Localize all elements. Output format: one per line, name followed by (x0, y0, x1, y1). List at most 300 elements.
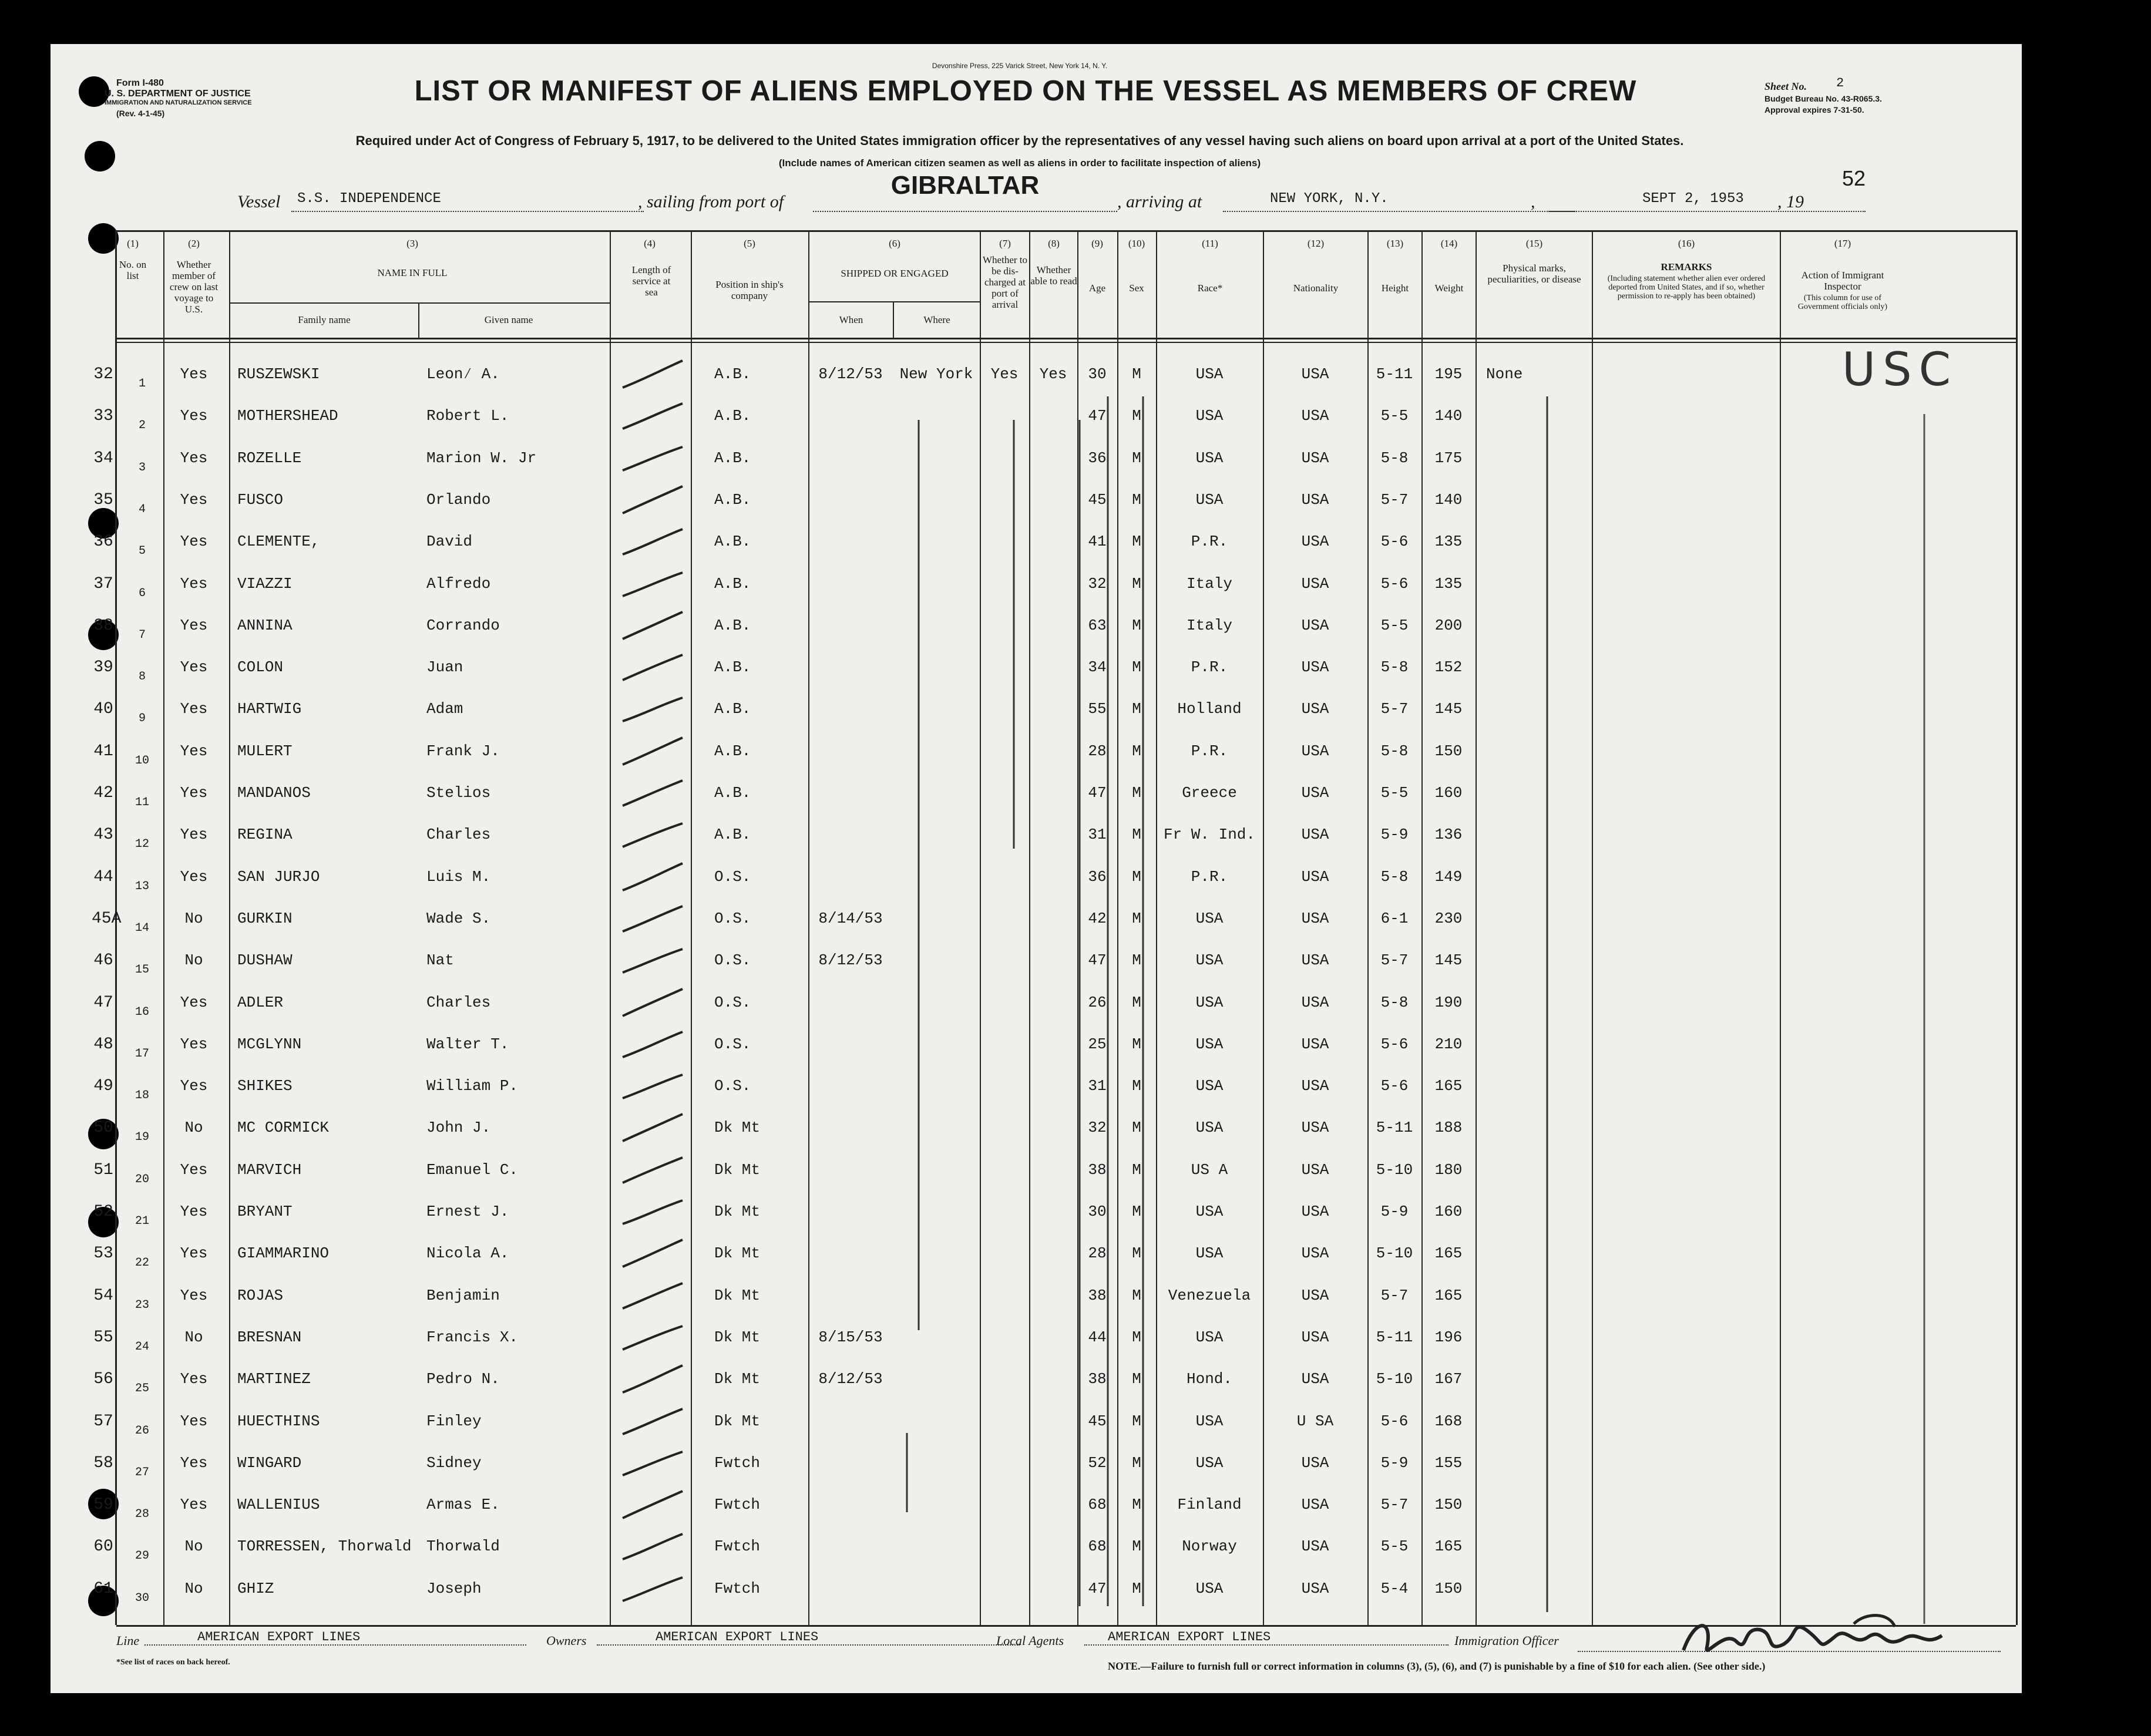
header-shipped-engaged: SHIPPED OR ENGAGED (841, 268, 949, 279)
position-cell: O.S. (714, 994, 751, 1011)
line-label: Line (116, 1633, 140, 1648)
height-cell: 5-8 (1380, 868, 1409, 886)
nationality-cell: USA (1301, 1077, 1329, 1095)
nationality-cell: USA (1301, 742, 1329, 760)
row-list-number: 7 (138, 628, 146, 642)
sex-cell: M (1132, 994, 1141, 1011)
given-name-cell: William P. (426, 1077, 519, 1095)
sex-cell: M (1132, 1161, 1141, 1179)
age-cell: 42 (1088, 910, 1107, 927)
given-name-cell: Luis M. (426, 868, 491, 886)
position-cell: Fwtch (714, 1496, 761, 1513)
given-name-cell: Juan (426, 658, 463, 676)
physical-cell: None (1486, 365, 1523, 383)
where-cell: New York (899, 365, 973, 383)
position-cell: A.B. (714, 700, 751, 718)
sex-cell: M (1132, 1328, 1141, 1346)
row-sequence: 35 (93, 491, 113, 509)
height-cell: 5-10 (1376, 1370, 1413, 1388)
row-list-number: 4 (138, 503, 146, 516)
when-cell: 8/12/53 (818, 951, 883, 969)
weight-cell: 155 (1434, 1454, 1463, 1472)
header-family-name: Family name (298, 314, 351, 325)
row-list-number: 19 (135, 1131, 149, 1144)
weight-cell: 168 (1434, 1412, 1463, 1430)
race-cell: USA (1195, 491, 1224, 509)
row-sequence: 59 (93, 1496, 113, 1514)
row-list-number: 24 (135, 1340, 149, 1354)
sex-cell: M (1132, 533, 1141, 550)
age-cell: 31 (1088, 826, 1107, 843)
height-cell: 5-8 (1380, 449, 1409, 467)
read-cell: Yes (1039, 365, 1067, 383)
height-cell: 5-8 (1380, 658, 1409, 676)
nationality-cell: USA (1301, 1244, 1329, 1262)
weight-cell: 200 (1434, 617, 1463, 634)
row-list-number: 17 (135, 1047, 149, 1061)
weight-cell: 136 (1434, 826, 1463, 843)
voyage-cell: Yes (180, 1412, 208, 1430)
row-sequence: 33 (93, 407, 113, 425)
owners-value: AMERICAN EXPORT LINES (597, 1630, 1020, 1646)
vessel-label: Vessel (237, 192, 281, 211)
position-cell: Dk Mt (714, 1119, 761, 1136)
race-cell: USA (1195, 1035, 1224, 1053)
row-list-number: 6 (138, 587, 146, 600)
ditto-marks (51, 44, 2022, 1693)
row-list-number: 20 (135, 1173, 149, 1186)
weight-cell: 135 (1434, 533, 1463, 550)
nationality-cell: USA (1301, 491, 1329, 509)
height-cell: 5-7 (1380, 700, 1409, 718)
page-stamp: 52 (1842, 166, 1866, 190)
voyage-cell: Yes (180, 1077, 208, 1095)
voyage-cell: Yes (180, 1287, 208, 1304)
nationality-cell: USA (1301, 1580, 1329, 1597)
race-cell: USA (1195, 1580, 1224, 1597)
sex-cell: M (1132, 658, 1141, 676)
weight-cell: 140 (1434, 407, 1463, 425)
inspector-mark: USC (1842, 344, 1958, 396)
row-sequence: 53 (93, 1244, 113, 1263)
position-cell: A.B. (714, 533, 751, 550)
age-cell: 68 (1088, 1496, 1107, 1513)
given-name-cell: Adam (426, 700, 463, 718)
header-physical-marks: Physical marks, peculiarities, or disease (1487, 263, 1581, 285)
manifest-sheet: Form I-480 U. S. DEPARTMENT OF JUSTICE IMMIGRATION AND NATURALIZATION SERVICE (Rev. 4-1-45) Devonshire Press, 225 Varick Street, New York 14, N. Y. LIST OR MANIFEST OF ALIENS EMPLOYED ON THE VESSEL AS MEMBERS OF CREW Required under Act of Congress of February 5, 1917, to be delivered to the United States immigration officer by the representatives of any vessel having such aliens on board upon arrival at a port of the United States. (Include names of American citizen seamen as well as aliens in order to facilitate inspection of aliens) Sheet No. 2 Budget Bureau No. 43-R065.3. Approval expires 7-31-50. 52 Vessel S.S. INDEPENDENCE , sailing from port of GIBRALTAR , arriving at NEW YORK, N.Y. , SEPT 2, 1953 , 19 (1) No. on list (2) Whether member of crew on last voyage to U.S. (3) NAME IN FULL Family name Given name (4) Length of service at sea (5) Position in ship's company (6) SHIPPED OR ENGAGED When Where (7) Whether to be dis-charged at port of arrival (8) Whether able to read (9) Age (10) Sex (11) Race* (12) Nationality (13) Height (14) Weight (15) Physical marks, peculiarities, or disease (16) REMARKS (Including statement whether alien ever ordered deported from United States, and if so, whether permission to re-apply has been obtained) (17) Action of Immigrant Inspector (This column for use of Government officials only) 32 1 Yes RUSZEWSKI Leon⁄ A. A.B. 8/12/53 New York Yes Yes 30 M USA USA 5-11 195 None 33 2 Yes MOTHERSHEAD Robert L. A.B. 47 M USA USA 5-5 140 34 3 Yes ROZELLE Marion W. Jr A.B. 36 M USA USA 5-8 175 35 4 Yes FUSCO Orlando A.B. 45 M USA USA 5-7 140 36 5 Yes CLEMENTE, David A.B. 41 M P.R. USA 5-6 135 37 6 Yes VIAZZI Alfredo A.B. 32 M Italy USA 5-6 135 38 7 Yes ANNINA Corrando A.B. 63 M Italy USA 5-5 200 39 8 Yes COLON Juan A.B. 34 M P.R. USA 5-8 152 40 9 Yes HARTWIG Adam A.B. 55 M Holland USA 5-7 145 41 10 Yes MULERT Frank J. A.B. 28 M P.R. USA 5-8 150 42 11 Yes MANDANOS Stelios A.B. 47 M Greece USA 5-5 160 43 12 Yes REGINA Charles A.B. 31 M Fr W. Ind. USA 5-9 136 44 13 Yes SAN JURJO Luis M. O.S. 36 M P.R. USA 5-8 149 45A 14 No GURKIN Wade S. O.S. 8/14/53 42 M USA USA 6-1 230 46 15 No DUSHAW Nat O.S. 8/12/53 47 M USA USA 5-7 145 47 16 Yes ADLER Charles O.S. 26 M USA USA 5-8 190 48 17 Yes MCGLYNN Walter T. O.S. 25 M USA USA 5-6 210 49 18 Yes SHIKES William P. O.S. 31 M USA USA 5-6 165 50 19 No MC CORMICK John J. Dk Mt 32 M USA USA 5-11 188 51 20 Yes MARVICH Emanuel C. Dk Mt 38 M US A USA 5-10 180 52 21 Yes BRYANT Ernest J. Dk Mt 30 M USA USA 5-9 160 53 22 Yes GIAMMARINO Nicola A. Dk Mt 28 M USA USA 5-10 165 54 23 Yes ROJAS Benjamin Dk Mt 38 M Venezuela USA 5-7 165 55 24 No BRESNAN Francis X. Dk Mt 8/15/53 44 M USA USA 5-11 196 56 25 Yes MARTINEZ Pedro N. Dk Mt 8/12/53 38 M Hond. USA 5-10 167 57 26 Yes HUECTHINS Finley Dk Mt 45 M USA U SA 5-6 168 58 27 Yes WINGARD Sidney Fwtch 52 M USA USA 5-9 155 59 28 Yes WALLENIUS Armas E. Fwtch 68 M Finland USA 5-7 150 60 29 No TORRESSEN, Thorwald Thorwald Fwtch 68 M Norway USA 5-5 165 61 30 No GHIZ Joseph Fwtch 47 M USA USA 5-4 150 USC Line AMERICAN EXPORT LINES Owners AMERICAN EXPORT LINES Local Agents AMERICAN EXPORT LINES Immigration Officer *See list of races on back hereof. NOTE.—Failure to furnish full or correct information in columns (3), (5), (6), and (7) is punishable by a fine of $10 for each alien. (See other side.) (51, 44, 2022, 1693)
given-name-cell: Thorwald (426, 1537, 500, 1555)
voyage-cell: No (184, 1119, 203, 1136)
age-cell: 38 (1088, 1161, 1107, 1179)
family-name-cell: GURKIN (237, 910, 293, 927)
header-action-note: (This column for use of Government officials only) (1797, 294, 1888, 311)
row-list-number: 18 (135, 1089, 149, 1102)
age-cell: 38 (1088, 1287, 1107, 1304)
nationality-cell: USA (1301, 1287, 1329, 1304)
race-cell: P.R. (1191, 658, 1228, 676)
height-cell: 5-9 (1380, 826, 1409, 843)
row-sequence: 45A (92, 910, 122, 928)
row-sequence: 51 (93, 1161, 113, 1179)
height-cell: 6-1 (1380, 910, 1409, 927)
sex-cell: M (1132, 1077, 1141, 1095)
row-list-number: 23 (135, 1298, 149, 1312)
given-name-cell: Benjamin (426, 1287, 500, 1304)
family-name-cell: ADLER (237, 994, 284, 1011)
position-cell: Dk Mt (714, 1412, 761, 1430)
race-cell: USA (1195, 1203, 1224, 1220)
header-given-name: Given name (484, 314, 533, 325)
given-name-cell: Sidney (426, 1454, 482, 1472)
row-sequence: 34 (93, 449, 113, 467)
family-name-cell: GHIZ (237, 1580, 274, 1597)
nationality-cell: USA (1301, 784, 1329, 802)
given-name-cell: John J. (426, 1119, 491, 1136)
row-list-number: 11 (135, 796, 149, 809)
header-no-on-list: No. on list (119, 259, 147, 281)
header-where: Where (923, 314, 950, 325)
row-sequence: 48 (93, 1035, 113, 1054)
height-cell: 5-5 (1380, 1537, 1409, 1555)
row-list-number: 16 (135, 1005, 149, 1019)
row-sequence: 44 (93, 868, 113, 886)
header-remarks-note: (Including statement whether alien ever ordered deported from United States, and if so, whether permission to re-apply has been obtained) (1607, 274, 1766, 301)
nationality-cell: USA (1301, 1370, 1329, 1388)
voyage-cell: Yes (180, 1161, 208, 1179)
position-cell: A.B. (714, 617, 751, 634)
position-cell: O.S. (714, 868, 751, 886)
row-list-number: 10 (135, 754, 149, 768)
nationality-cell: USA (1301, 910, 1329, 927)
row-sequence: 58 (93, 1454, 113, 1472)
family-name-cell: MC CORMICK (237, 1119, 330, 1136)
row-list-number: 22 (135, 1256, 149, 1270)
row-sequence: 39 (93, 658, 113, 677)
height-cell: 5-5 (1380, 617, 1409, 634)
weight-cell: 165 (1434, 1537, 1463, 1555)
height-cell: 5-6 (1380, 1035, 1409, 1053)
given-name-cell: Charles (426, 994, 491, 1011)
nationality-cell: USA (1301, 1328, 1329, 1346)
service: IMMIGRATION AND NATURALIZATION SERVICE (105, 99, 252, 106)
weight-cell: 140 (1434, 491, 1463, 509)
agents-label: Local Agents (996, 1633, 1064, 1648)
position-cell: Dk Mt (714, 1203, 761, 1220)
position-cell: A.B. (714, 658, 751, 676)
height-cell: 5-4 (1380, 1580, 1409, 1597)
age-cell: 47 (1088, 951, 1107, 969)
nationality-cell: USA (1301, 1537, 1329, 1555)
form-number: Form I-480 (116, 78, 164, 88)
given-name-cell: Marion W. Jr (426, 449, 537, 467)
age-cell: 45 (1088, 491, 1107, 509)
header-member-last-voyage: Whether member of crew on last voyage to U.S. (169, 259, 219, 315)
weight-cell: 230 (1434, 910, 1463, 927)
age-cell: 68 (1088, 1537, 1107, 1555)
position-cell: Fwtch (714, 1454, 761, 1472)
family-name-cell: MCGLYNN (237, 1035, 302, 1053)
height-cell: 5-6 (1380, 575, 1409, 593)
header-height: Height (1381, 282, 1409, 294)
sex-cell: M (1132, 1580, 1141, 1597)
row-list-number: 14 (135, 921, 149, 935)
printer-imprint: Devonshire Press, 225 Varick Street, New York 14, N. Y. (932, 62, 1108, 70)
weight-cell: 150 (1434, 1580, 1463, 1597)
position-cell: Dk Mt (714, 1287, 761, 1304)
sex-cell: M (1132, 365, 1141, 383)
row-sequence: 38 (93, 617, 113, 635)
position-cell: A.B. (714, 449, 751, 467)
age-cell: 47 (1088, 1580, 1107, 1597)
voyage-cell: Yes (180, 700, 208, 718)
family-name-cell: RUSZEWSKI (237, 365, 320, 383)
row-sequence: 42 (93, 784, 113, 802)
owners-label: Owners (546, 1633, 587, 1648)
family-name-cell: WINGARD (237, 1454, 302, 1472)
age-cell: 28 (1088, 1244, 1107, 1262)
year-label: , 19 (1777, 192, 1804, 211)
nationality-cell: USA (1301, 533, 1329, 550)
family-name-cell: ROZELLE (237, 449, 302, 467)
age-cell: 63 (1088, 617, 1107, 634)
weight-cell: 167 (1434, 1370, 1463, 1388)
header-remarks: REMARKS (1661, 261, 1712, 272)
voyage-cell: Yes (180, 868, 208, 886)
weight-cell: 190 (1434, 994, 1463, 1011)
given-name-cell: Armas E. (426, 1496, 500, 1513)
voyage-cell: No (184, 910, 203, 927)
sailing-label: , sailing from port of (638, 192, 784, 211)
agents-value: AMERICAN EXPORT LINES (1084, 1630, 1448, 1646)
sex-cell: M (1132, 617, 1141, 634)
family-name-cell: FUSCO (237, 491, 284, 509)
row-sequence: 50 (93, 1119, 113, 1137)
family-name-cell: SAN JURJO (237, 868, 320, 886)
race-cell: USA (1195, 910, 1224, 927)
sex-cell: M (1132, 1287, 1141, 1304)
row-list-number: 21 (135, 1214, 149, 1228)
race-cell: USA (1195, 1328, 1224, 1346)
weight-cell: 175 (1434, 449, 1463, 467)
row-sequence: 49 (93, 1077, 113, 1095)
age-cell: 26 (1088, 994, 1107, 1011)
race-cell: USA (1195, 1454, 1224, 1472)
sex-cell: M (1132, 742, 1141, 760)
weight-cell: 188 (1434, 1119, 1463, 1136)
nationality-cell: USA (1301, 1454, 1329, 1472)
header-length-of-service: Length of service at sea (631, 264, 671, 298)
race-cell: P.R. (1191, 742, 1228, 760)
row-sequence: 56 (93, 1370, 113, 1388)
arriving-label: , arriving at (1117, 192, 1202, 211)
row-sequence: 54 (93, 1287, 113, 1305)
nationality-cell: U SA (1296, 1412, 1334, 1430)
when-cell: 8/15/53 (818, 1328, 883, 1346)
given-name-cell: Emanuel C. (426, 1161, 519, 1179)
race-cell: Greece (1182, 784, 1237, 802)
weight-cell: 150 (1434, 1496, 1463, 1513)
family-name-cell: ANNINA (237, 617, 293, 634)
nationality-cell: USA (1301, 951, 1329, 969)
when-cell: 8/14/53 (818, 910, 883, 927)
age-cell: 36 (1088, 868, 1107, 886)
weight-cell: 152 (1434, 658, 1463, 676)
weight-cell: 160 (1434, 784, 1463, 802)
header-sex: Sex (1129, 282, 1144, 294)
family-name-cell: VIAZZI (237, 575, 293, 593)
weight-cell: 196 (1434, 1328, 1463, 1346)
voyage-cell: Yes (180, 1035, 208, 1053)
nationality-cell: USA (1301, 1035, 1329, 1053)
weight-cell: 145 (1434, 951, 1463, 969)
position-cell: Dk Mt (714, 1370, 761, 1388)
family-name-cell: MULERT (237, 742, 293, 760)
sex-cell: M (1132, 407, 1141, 425)
sex-cell: M (1132, 1119, 1141, 1136)
family-name-cell: WALLENIUS (237, 1496, 320, 1513)
header-weight: Weight (1434, 282, 1464, 294)
age-cell: 34 (1088, 658, 1107, 676)
row-list-number: 9 (138, 712, 146, 725)
race-cell: Holland (1177, 700, 1242, 718)
nationality-cell: USA (1301, 617, 1329, 634)
nationality-cell: USA (1301, 1119, 1329, 1136)
family-name-cell: CLEMENTE, (237, 533, 320, 550)
sex-cell: M (1132, 1412, 1141, 1430)
voyage-cell: Yes (180, 365, 208, 383)
voyage-cell: No (184, 1537, 203, 1555)
age-cell: 41 (1088, 533, 1107, 550)
race-cell: P.R. (1191, 868, 1228, 886)
revision: (Rev. 4-1-45) (116, 109, 165, 118)
sex-cell: M (1132, 575, 1141, 593)
age-cell: 32 (1088, 1119, 1107, 1136)
voyage-cell: Yes (180, 449, 208, 467)
row-sequence: 55 (93, 1328, 113, 1347)
header-able-to-read: Whether able to read (1030, 264, 1077, 287)
height-cell: 5-6 (1380, 1077, 1409, 1095)
height-cell: 5-5 (1380, 784, 1409, 802)
given-name-cell: Frank J. (426, 742, 500, 760)
line-value: AMERICAN EXPORT LINES (144, 1630, 526, 1646)
race-cell: Venezuela (1168, 1287, 1251, 1304)
race-cell: Hond. (1186, 1370, 1232, 1388)
position-cell: Fwtch (714, 1580, 761, 1597)
given-name-cell: Pedro N. (426, 1370, 500, 1388)
position-cell: Dk Mt (714, 1328, 761, 1346)
height-cell: 5-7 (1380, 491, 1409, 509)
age-cell: 38 (1088, 1370, 1107, 1388)
nationality-cell: USA (1301, 449, 1329, 467)
race-cell: USA (1195, 1412, 1224, 1430)
voyage-cell: Yes (180, 742, 208, 760)
age-cell: 28 (1088, 742, 1107, 760)
position-cell: O.S. (714, 910, 751, 927)
row-sequence: 43 (93, 826, 113, 844)
sex-cell: M (1132, 1537, 1141, 1555)
weight-cell: 165 (1434, 1244, 1463, 1262)
height-cell: 5-9 (1380, 1454, 1409, 1472)
age-cell: 36 (1088, 449, 1107, 467)
position-cell: A.B. (714, 365, 751, 383)
race-cell: Norway (1182, 1537, 1237, 1555)
race-cell: USA (1195, 994, 1224, 1011)
row-list-number: 5 (138, 544, 146, 558)
family-name-cell: SHIKES (237, 1077, 293, 1095)
nationality-cell: USA (1301, 994, 1329, 1011)
sex-cell: M (1132, 491, 1141, 509)
height-cell: 5-6 (1380, 1412, 1409, 1430)
height-cell: 5-11 (1376, 365, 1413, 383)
row-sequence: 61 (93, 1580, 113, 1598)
position-cell: A.B. (714, 742, 751, 760)
row-list-number: 3 (138, 461, 146, 475)
header-position: Position in ship's company (715, 279, 784, 301)
position-cell: A.B. (714, 491, 751, 509)
family-name-cell: ROJAS (237, 1287, 284, 1304)
sex-cell: M (1132, 1496, 1141, 1513)
sex-cell: M (1132, 1203, 1141, 1220)
when-cell: 8/12/53 (818, 365, 883, 383)
race-cell: Italy (1186, 575, 1232, 593)
nationality-cell: USA (1301, 658, 1329, 676)
voyage-cell: Yes (180, 658, 208, 676)
header-name-in-full: NAME IN FULL (377, 267, 448, 278)
race-cell: USA (1195, 365, 1224, 383)
given-name-cell: Robert L. (426, 407, 509, 425)
nationality-cell: USA (1301, 700, 1329, 718)
race-cell: USA (1195, 1244, 1224, 1262)
race-cell: P.R. (1191, 533, 1228, 550)
weight-cell: 180 (1434, 1161, 1463, 1179)
family-name-cell: MOTHERSHEAD (237, 407, 338, 425)
race-cell: USA (1195, 449, 1224, 467)
weight-cell: 145 (1434, 700, 1463, 718)
family-name-cell: TORRESSEN, Thorwald (237, 1537, 412, 1555)
row-list-number: 15 (135, 963, 149, 977)
family-name-cell: MANDANOS (237, 784, 311, 802)
row-sequence: 57 (93, 1412, 113, 1431)
officer-signature (1672, 1594, 1954, 1671)
sex-cell: M (1132, 951, 1141, 969)
sex-cell: M (1132, 784, 1141, 802)
family-name-cell: COLON (237, 658, 284, 676)
weight-cell: 135 (1434, 575, 1463, 593)
given-name-cell: Stelios (426, 784, 491, 802)
race-cell: US A (1191, 1161, 1228, 1179)
voyage-cell: Yes (180, 1454, 208, 1472)
sex-cell: M (1132, 826, 1141, 843)
family-name-cell: HUECTHINS (237, 1412, 320, 1430)
age-cell: 30 (1088, 1203, 1107, 1220)
height-cell: 5-10 (1376, 1161, 1413, 1179)
position-cell: Dk Mt (714, 1161, 761, 1179)
race-cell: USA (1195, 1077, 1224, 1095)
port-of-departure: GIBRALTAR (813, 171, 1117, 212)
row-list-number: 1 (138, 377, 146, 391)
family-name-cell: MARTINEZ (237, 1370, 311, 1388)
voyage-cell: Yes (180, 1496, 208, 1513)
sex-cell: M (1132, 1454, 1141, 1472)
row-sequence: 32 (93, 365, 113, 383)
header-discharged: Whether to be dis-charged at port of arrival (983, 254, 1027, 310)
approval-expiry: Approval expires 7-31-50. (1765, 105, 1864, 115)
page-title: LIST OR MANIFEST OF ALIENS EMPLOYED ON THE VESSEL AS MEMBERS OF CREW (414, 75, 1637, 107)
arrival-date: SEPT 2, 1953 (1548, 191, 1866, 212)
penalty-note: NOTE.—Failure to furnish full or correct information in columns (3), (5), (6), and (7) is punishable by a fine of $10 for each alien. (See other side.) (1108, 1660, 1766, 1672)
sex-cell: M (1132, 1244, 1141, 1262)
row-sequence: 60 (93, 1537, 113, 1556)
